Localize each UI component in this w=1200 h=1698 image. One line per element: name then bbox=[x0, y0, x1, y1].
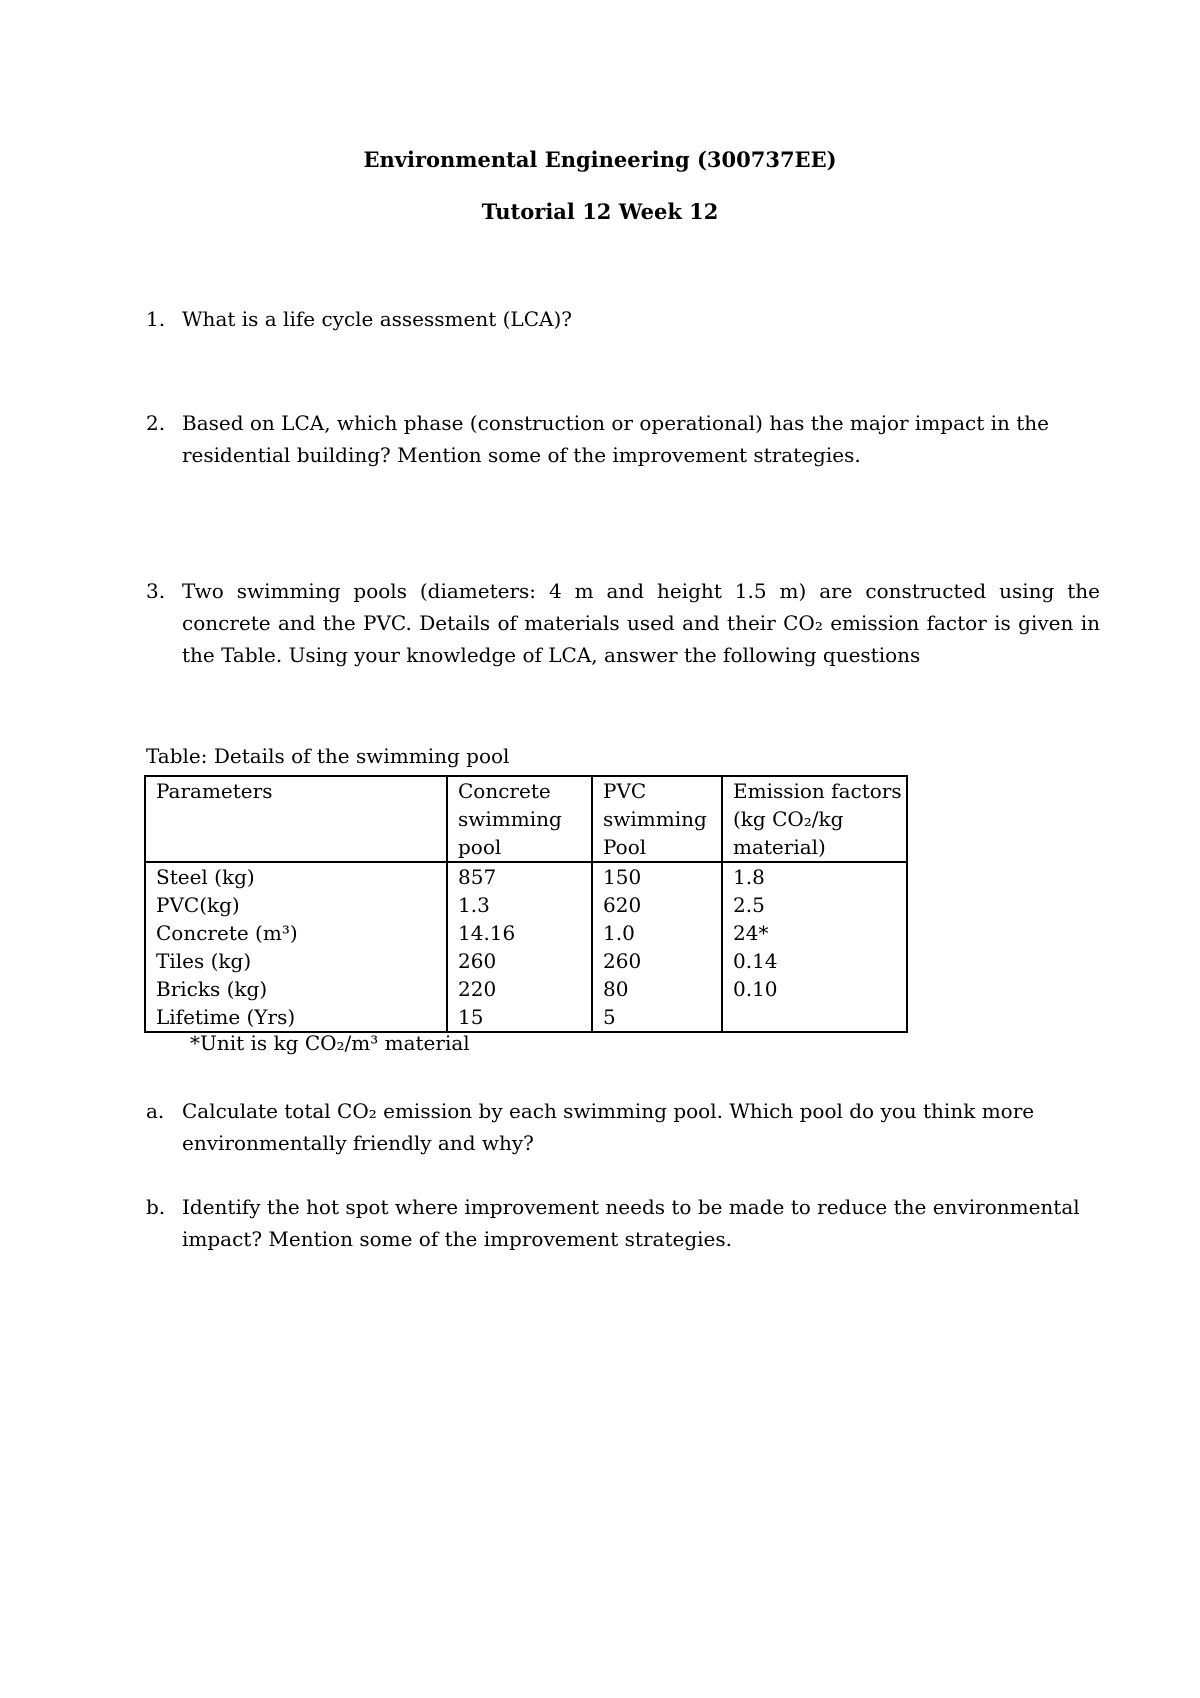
document-subtitle: Tutorial 12 Week 12 bbox=[481, 199, 719, 224]
table-cell: PVC(kg) bbox=[156, 893, 240, 917]
table-cell: 260 bbox=[603, 949, 642, 973]
table-cell: 24* bbox=[733, 921, 769, 945]
header-pvc-pool bbox=[592, 776, 722, 862]
table-cell: 5 bbox=[603, 1005, 616, 1029]
question-number: 2. bbox=[146, 411, 166, 435]
table-cell: 1.0 bbox=[603, 921, 635, 945]
subquestion-letter: a. bbox=[146, 1099, 165, 1123]
header-line: swimming bbox=[603, 807, 707, 831]
table-cell: Tiles (kg) bbox=[156, 949, 252, 973]
table-cell: 260 bbox=[458, 949, 497, 973]
table-cell: 857 bbox=[458, 865, 497, 889]
table-cell: 0.14 bbox=[733, 949, 778, 973]
table-cell: 1.8 bbox=[733, 865, 765, 889]
table-cell: 14.16 bbox=[458, 921, 516, 945]
question-number: 3. bbox=[146, 579, 166, 603]
column-emission-factors bbox=[722, 862, 907, 1032]
table-footnote: *Unit is kg CO₂/m³ material bbox=[190, 1031, 470, 1055]
subquestion-text: Identify the hot spot where improvement needs to be made to reduce the environmental impact? Mention some of the improvement strategies. bbox=[182, 1195, 1080, 1251]
header-line: Concrete bbox=[458, 779, 551, 803]
table-cell: Bricks (kg) bbox=[156, 977, 268, 1001]
table-cell: 620 bbox=[603, 893, 642, 917]
header-line: pool bbox=[458, 835, 502, 859]
column-parameters bbox=[145, 862, 447, 1032]
column-pvc-pool bbox=[592, 862, 722, 1032]
table-cell: 220 bbox=[458, 977, 497, 1001]
subquestion-text: Calculate total CO₂ emission by each swimming pool. Which pool do you think more environmentally friendly and why? bbox=[182, 1099, 1035, 1155]
table-cell: Steel (kg) bbox=[156, 865, 255, 889]
question-number: 1. bbox=[146, 307, 166, 331]
question-text: Two swimming pools (diameters: 4 m and height 1.5 m) are constructed using the concrete and the PVC. Details of materials used and their CO₂ emission factor is given in the Table. Using your knowledge of LCA, answer the following questions bbox=[182, 579, 1100, 667]
subquestion-letter: b. bbox=[146, 1195, 166, 1219]
header-line: Pool bbox=[603, 835, 647, 859]
table-cell: 150 bbox=[603, 865, 642, 889]
table-header-row bbox=[145, 776, 907, 862]
header-line: Emission factors bbox=[733, 779, 902, 803]
question-text: What is a life cycle assessment (LCA)? bbox=[182, 307, 572, 331]
table-cell bbox=[733, 1003, 906, 1031]
header-line: (kg CO₂/kg bbox=[733, 807, 844, 831]
question-text: Based on LCA, which phase (construction or operational) has the major impact in the residential building? Mention some of the improvement strategies. bbox=[182, 411, 1050, 467]
table-cell: 80 bbox=[603, 977, 629, 1001]
header-line: swimming bbox=[458, 807, 562, 831]
swimming-pool-table bbox=[144, 775, 908, 1033]
table-cell: 0.10 bbox=[733, 977, 778, 1001]
table-caption: Table: Details of the swimming pool bbox=[146, 744, 510, 768]
header-line: material) bbox=[733, 835, 826, 859]
header-line: Parameters bbox=[156, 779, 273, 803]
table-cell: 1.3 bbox=[458, 893, 490, 917]
table-cell: Lifetime (Yrs) bbox=[156, 1005, 296, 1029]
document-title: Environmental Engineering (300737EE) bbox=[363, 147, 837, 172]
column-concrete-pool bbox=[447, 862, 592, 1032]
header-parameters bbox=[145, 776, 447, 862]
table-body-row bbox=[145, 862, 907, 1032]
header-emission-factors bbox=[722, 776, 907, 862]
table-cell: 2.5 bbox=[733, 893, 765, 917]
header-line: PVC bbox=[603, 779, 647, 803]
table-cell: 15 bbox=[458, 1005, 484, 1029]
table-cell: Concrete (m³) bbox=[156, 921, 298, 945]
header-concrete-pool bbox=[447, 776, 592, 862]
